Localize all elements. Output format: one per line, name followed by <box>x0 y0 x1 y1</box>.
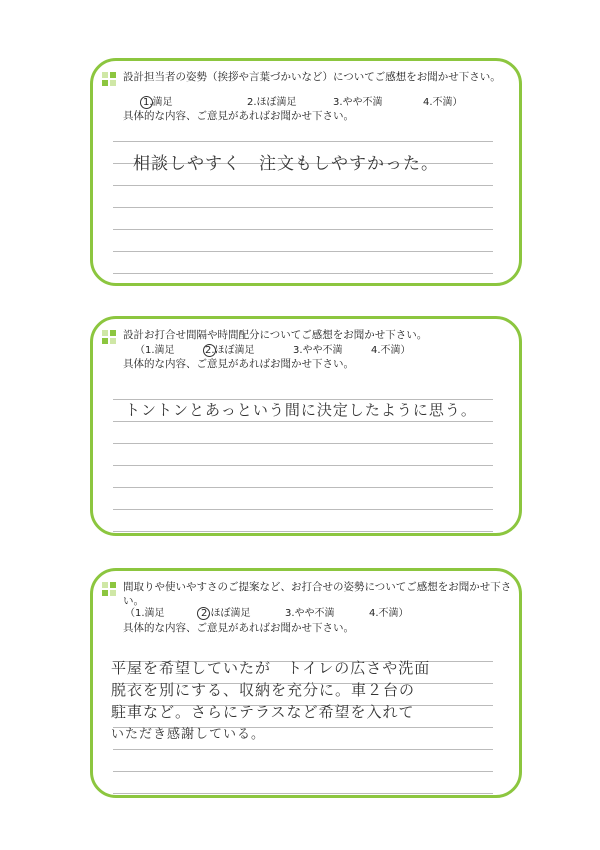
question-text: 設計お打合せ間隔や時間配分についてご感想をお聞かせ下さい。 <box>123 329 428 341</box>
selected-circle-mark <box>140 96 153 109</box>
survey-section-3 <box>90 568 522 798</box>
green-square-icon <box>102 330 117 345</box>
handwritten-line-2: 脱衣を別にする、収納を充分に。車２台の <box>111 681 416 699</box>
handwritten-answer: 相談しやすく 注文もしやすかった。 <box>133 154 439 174</box>
handwritten-answer: トントンとあっという間に決定したように思う。 <box>125 401 477 419</box>
option-4[interactable]: 4.不満） <box>371 345 411 356</box>
handwritten-line-1: 平屋を希望していたが トイレの広さや洗面 <box>111 659 431 677</box>
detail-prompt: 具体的な内容、ご意見があればお聞かせ下さい。 <box>123 622 354 634</box>
option-4[interactable]: 4.不満） <box>423 97 463 108</box>
option-2[interactable]: 2.ほぼ満足 <box>247 97 297 108</box>
handwritten-line-3: 駐車など。さらにテラスなど希望を入れて <box>111 703 415 721</box>
green-square-icon <box>102 72 117 87</box>
question-text: 間取りや使いやすさのご提案など、お打合せの姿勢についてご感想をお聞かせ下さい。 <box>123 581 512 607</box>
option-2[interactable]: 2.ほぼ満足 <box>205 345 255 356</box>
option-3[interactable]: 3.やや不満 <box>293 345 343 356</box>
option-4[interactable]: 4.不満） <box>369 608 409 619</box>
detail-prompt: 具体的な内容、ご意見があればお聞かせ下さい。 <box>123 110 354 122</box>
green-square-icon <box>102 582 117 597</box>
option-2[interactable]: 2.ほぼ満足 <box>201 608 251 619</box>
selected-circle-mark <box>203 344 216 357</box>
survey-section-1 <box>90 58 522 286</box>
option-1[interactable]: （1.満足 <box>125 608 165 619</box>
question-text: 設計担当者の姿勢（挨拶や言葉づかいなど）についてご感想をお聞かせ下さい。 <box>123 71 501 83</box>
option-1[interactable]: （1.満足 <box>135 345 175 356</box>
option-3[interactable]: 3.やや不満 <box>333 97 383 108</box>
selected-circle-mark <box>197 607 210 620</box>
option-3[interactable]: 3.やや不満 <box>285 608 335 619</box>
survey-section-2 <box>90 316 522 536</box>
detail-prompt: 具体的な内容、ご意見があればお聞かせ下さい。 <box>123 358 354 370</box>
handwritten-line-4: いただき感謝している。 <box>111 727 266 742</box>
option-1[interactable]: 1.満足 <box>143 97 173 108</box>
